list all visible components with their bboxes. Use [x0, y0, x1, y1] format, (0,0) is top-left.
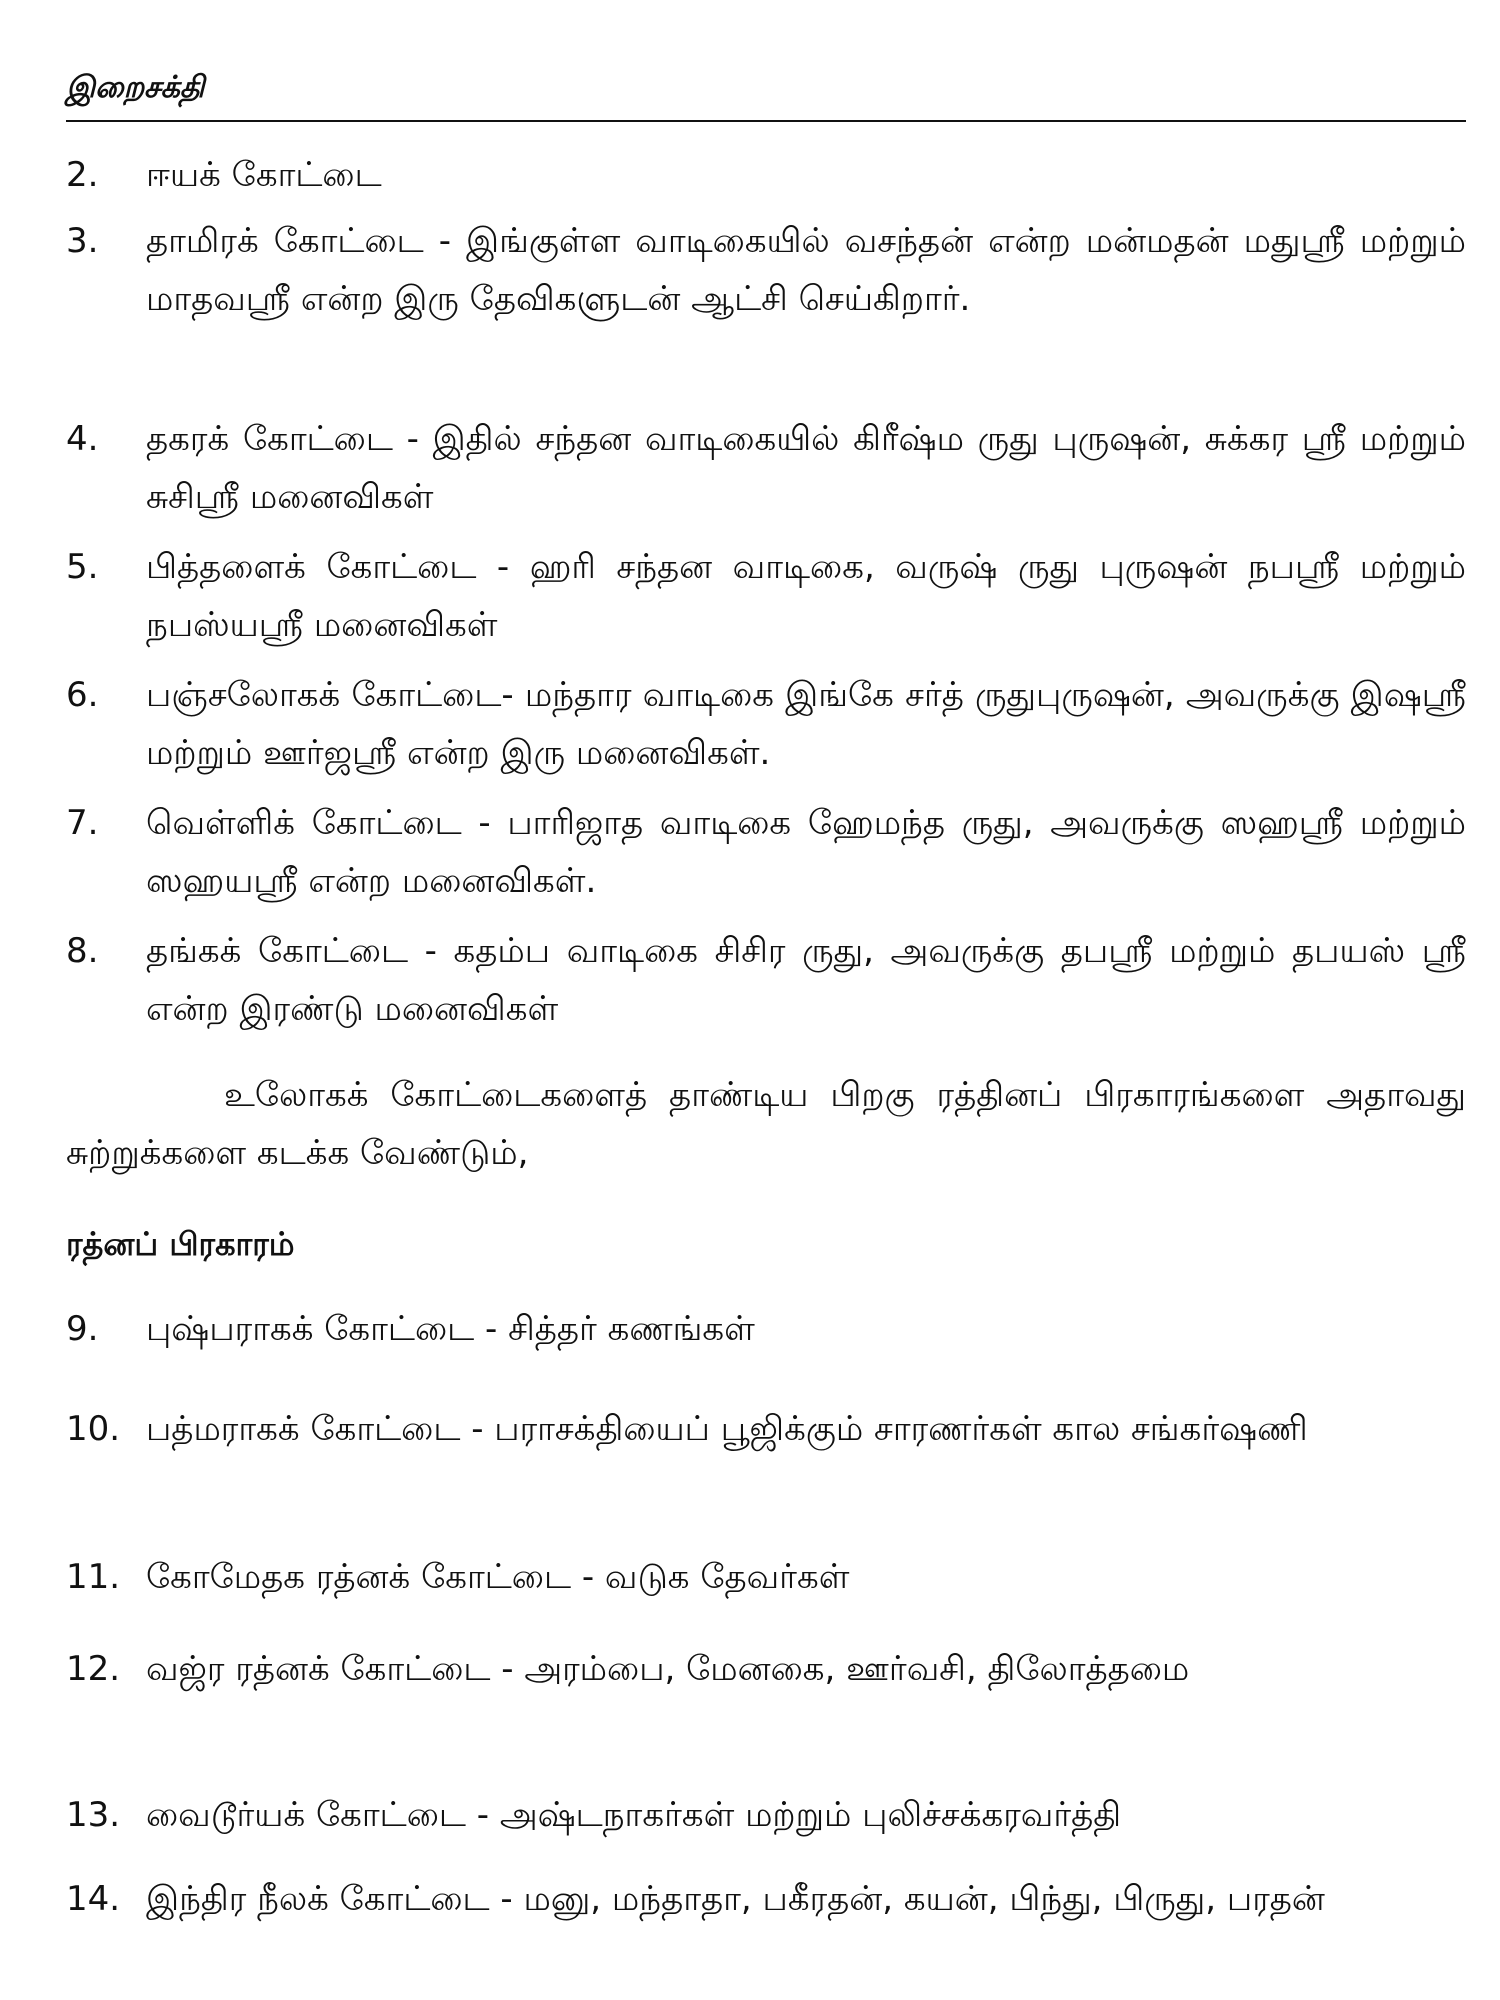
list-item	[66, 794, 1466, 910]
item-text: தங்கக் கோட்டை - கதம்ப வாடிகை சிசிர ருது, அவருக்கு தபஸ்ரீ மற்றும் தபயஸ் ஸ்ரீ என்ற இரண்டு மனைவிகள்	[146, 931, 1466, 1029]
body-paragraph: உலோகக் கோட்டைகளைத் தாண்டிய பிறகு ரத்தினப் பிரகாரங்களை அதாவது சுற்றுக்களை கடக்க வேண்டும்,	[66, 1075, 1466, 1173]
item-text: ஈயக் கோட்டை	[146, 155, 382, 195]
list-item	[66, 666, 1466, 782]
list-item	[66, 146, 1466, 204]
item-number: 9.	[66, 1309, 99, 1349]
item-number: 14.	[66, 1879, 121, 1919]
header-rule	[66, 120, 1466, 122]
list-item	[66, 538, 1466, 654]
item-number: 13.	[66, 1795, 121, 1835]
list-item	[66, 410, 1466, 526]
item-number: 11.	[66, 1557, 121, 1597]
list-item	[66, 1640, 1466, 1698]
item-text: தாமிரக் கோட்டை - இங்குள்ள வாடிகையில் வசந்தன் என்ற மன்மதன் மதுஸ்ரீ மற்றும் மாதவஸ்ரீ என்ற இரு தேவிகளுடன் ஆட்சி செய்கிறார்.	[146, 221, 1467, 319]
running-title: இறைசக்தி	[66, 70, 205, 105]
item-text: பத்மராகக் கோட்டை - பராசக்தியைப் பூஜிக்கும் சாரணர்கள் கால சங்கர்ஷணி	[146, 1409, 1308, 1449]
item-text: இந்திர நீலக் கோட்டை - மனு, மந்தாதா, பகீரதன், கயன், பிந்து, பிருது, பரதன்	[146, 1879, 1325, 1919]
item-number: 12.	[66, 1649, 121, 1689]
list-item	[66, 1300, 1466, 1358]
item-text: வெள்ளிக் கோட்டை - பாரிஜாத வாடிகை ஹேமந்த ருது, அவருக்கு ஸஹஸ்ரீ மற்றும் ஸஹயஸ்ரீ என்ற மனைவிகள்.	[146, 803, 1466, 901]
item-text: பஞ்சலோகக் கோட்டை- மந்தார வாடிகை இங்கே சர்த் ருதுபுருஷன், அவருக்கு இஷஸ்ரீ மற்றும் ஊர்ஜஸ்ரீ என்ற இரு மனைவிகள்.	[146, 675, 1466, 773]
item-text: தகரக் கோட்டை - இதில் சந்தன வாடிகையில் கிரீஷ்ம ருது புருஷன், சுக்கர ஸ்ரீ மற்றும் சுசிஸ்ரீ மனைவிகள்	[146, 419, 1466, 517]
item-number: 8.	[66, 931, 99, 971]
item-number: 3.	[66, 221, 99, 261]
item-text: புஷ்பராகக் கோட்டை - சித்தர் கணங்கள்	[146, 1309, 755, 1349]
item-number: 10.	[66, 1409, 121, 1449]
list-item	[66, 922, 1466, 1038]
item-text: பித்தளைக் கோட்டை - ஹரி சந்தன வாடிகை, வருஷ் ருது புருஷன் நபஸ்ரீ மற்றும் நபஸ்யஸ்ரீ மனைவிகள்	[146, 547, 1466, 645]
list-item	[66, 1548, 1466, 1606]
list-item	[66, 212, 1466, 328]
list-item	[66, 1786, 1466, 1844]
item-number: 5.	[66, 547, 99, 587]
item-text: வஜ்ர ரத்னக் கோட்டை - அரம்பை, மேனகை, ஊர்வசி, திலோத்தமை	[146, 1649, 1190, 1689]
item-number: 6.	[66, 675, 99, 715]
item-number: 7.	[66, 803, 99, 843]
section-heading: ரத்னப் பிரகாரம்	[66, 1225, 295, 1263]
list-item	[66, 1400, 1466, 1458]
list-item	[66, 1870, 1466, 1928]
item-number: 2.	[66, 155, 99, 195]
item-text: கோமேதக ரத்னக் கோட்டை - வடுக தேவர்கள்	[146, 1557, 850, 1597]
item-number: 4.	[66, 419, 99, 459]
item-text: வைடூர்யக் கோட்டை - அஷ்டநாகர்கள் மற்றும் புலிச்சக்கரவர்த்தி	[146, 1795, 1122, 1835]
